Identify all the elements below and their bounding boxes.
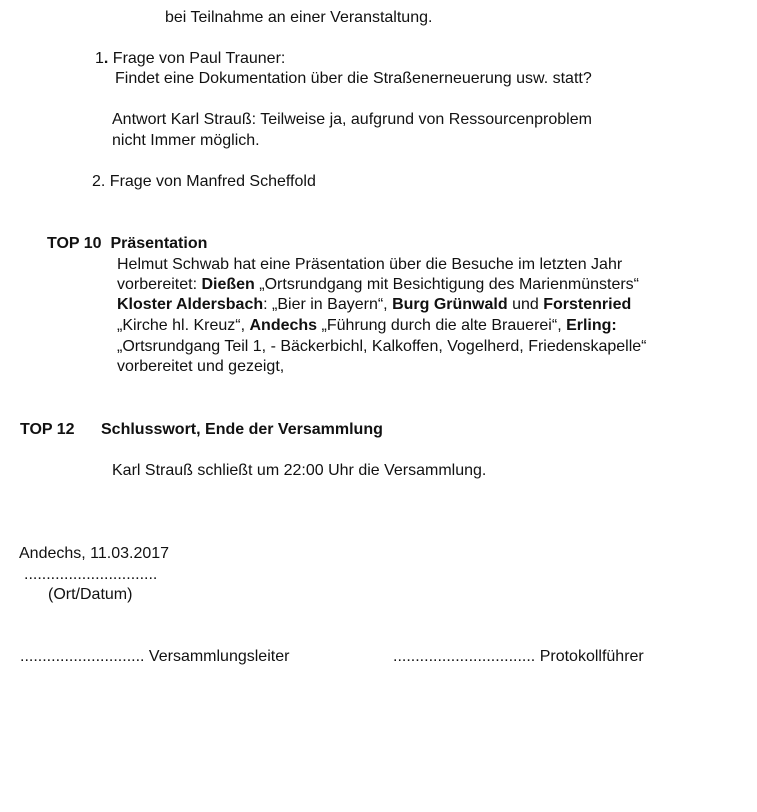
top10-place-gruenwald: Burg Grünwald [392,296,508,313]
leader-signature-line [20,647,289,667]
writer-signature-line [393,647,644,667]
place-date-dots: .............................. [24,566,158,583]
place-date-label: (Ort/Datum) [48,586,133,603]
question-1-number: 1 [95,50,104,67]
top10-place-diessen: Dießen [201,276,255,293]
top10-line-6: vorbereitet und gezeigt, [117,358,285,375]
top10-l3-und: und [507,296,544,313]
question-2-title: 2. Frage von Manfred Scheffold [92,173,316,190]
top10-place-erling: Erling: [566,317,617,334]
top10-line-5: „Ortsrundgang Teil 1, - Bäckerbichl, Kalkoffen, Vogelherd, Friedenskapelle“ [117,338,647,355]
intro-line: bei Teilnahme an einer Veranstaltung. [165,9,433,26]
answer-1-line-1: Antwort Karl Strauß: Teilweise ja, aufgrund von Ressourcenproblem [112,111,592,128]
top10-l2-tour: „Ortsrundgang mit Besichtigung des Marienmünsters“ [254,276,639,293]
top10-line-2 [117,275,639,295]
top10-line-1: Helmut Schwab hat eine Präsentation über die Besuche im letzten Jahr [117,256,623,273]
writer-dots: ................................ [393,648,536,665]
question-1-text: Findet eine Dokumentation über die Straßenerneuerung usw. statt? [115,70,592,87]
question-1-title [95,49,285,69]
leader-label: Versammlungsleiter [148,648,290,665]
top10-line-3 [117,295,631,315]
answer-1-line-2: nicht Immer möglich. [112,132,260,149]
top12-number: TOP 12 [20,421,75,438]
top10-place-forstenried: Forstenried [543,296,632,313]
top10-line-4 [117,316,617,336]
place-date: Andechs, 11.03.2017 [19,545,170,562]
top10-l4-tour: „Führung durch die alte Brauerei“, [317,317,567,334]
top10-l3-tour: : „Bier in Bayern“, [263,296,393,313]
leader-dots: ............................ [20,648,145,665]
writer-label: Protokollführer [539,648,644,665]
top10-l2-text: vorbereitet: [117,276,202,293]
top10-place-aldersbach: Kloster Aldersbach [117,296,264,313]
top10-l4-kirche: „Kirche hl. Kreuz“, [117,317,250,334]
top12-title: Schlusswort, Ende der Versammlung [101,421,383,438]
top10-place-andechs: Andechs [249,317,318,334]
top12-text: Karl Strauß schließt um 22:00 Uhr die Versammlung. [112,462,487,479]
question-1-label: Frage von Paul Trauner: [108,50,286,67]
question-1-separator: . [103,50,109,67]
top10-heading: TOP 10 Präsentation [47,235,208,252]
